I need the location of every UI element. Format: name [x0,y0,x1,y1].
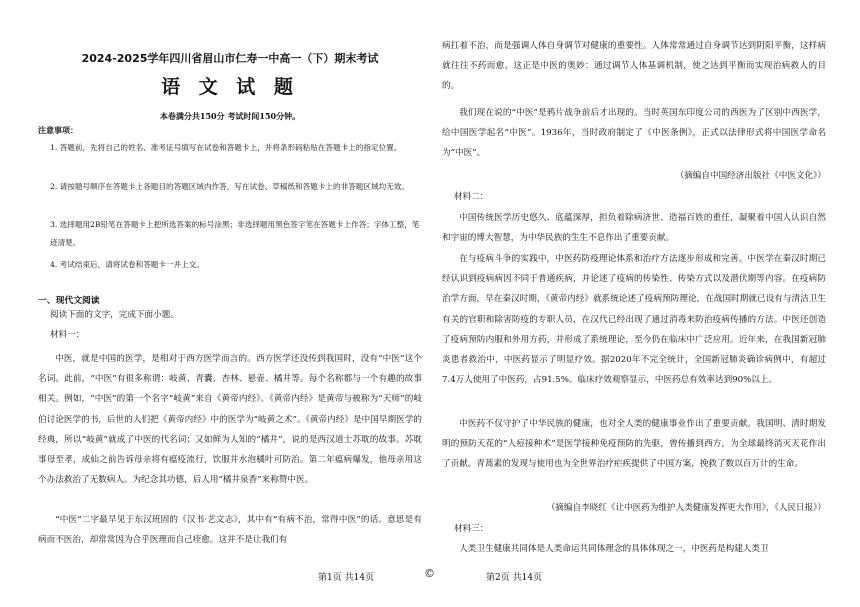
subject-title: 语 文 试 题 [161,76,299,98]
material-label: 材料二： [454,192,489,202]
reading-instruction: 阅读下面的文字，完成下面小题。 [50,310,179,320]
material1-paragraph: 我们现在说的“中医”是鸦片战争前后才出现的。当时英国东印度公司的西医为了区别中西医学，给中国医学起名“中医”。1936年，当时政府制定了《中医条例》，正式以法律形式将中国医学命名为“中医”。 [442,108,826,159]
material-label: 材料三： [454,524,489,534]
source-citation: （摘编自李晓红《让中医药为维护人类健康发挥更大作用》，《人民日报》） [546,503,826,513]
material3-paragraph: 人类卫生健康共同体是人类命运共同体理念的具体体现之一，中医药是构建人类卫 [459,544,769,554]
notes-title: 注意事项： [38,125,78,135]
material2-paragraph: 中医药不仅守护了中华民族的健康，也对全人类的健康事业作出了重要贡献。我国明、清时期发明的预防天花的“人痘接种术”是医学接种免疫预防的先驱，曾传播到西方，为全球最终消灭天花作出了贡献。青蒿素的发现与使用也为全世界治疗疟疾提供了中国方案，挽救了数以百万计的生命。 [442,419,826,470]
section-title: 一、现代文阅读 [38,296,100,306]
note-item: 4. 考试结束后，请将试卷和答题卡一并上交。 [50,260,204,269]
material-label: 材料一： [50,330,85,340]
material1-paragraph: 中医，就是中国的医学，是相对于西方医学而言的。西方医学还没传到我国时，没有“中医”这个名词。此前，“中医”有很多称谓：岐黄、青囊、杏林、悬壶、橘井等。每个名称都与一个有趣的故事相关。例如，“中医”的第一个名字“岐黄”来自《黄帝内经》。《黄帝内经》是黄帝与被称为“天师”的岐伯讨论医学的书，后世的人们把《黄帝内经》中的医学为“岐黄之术”。《黄帝内经》是中国早期医学的经典，所以“岐黄”就成了中医的代名词；又如鲜为人知的“橘井”，说的是西汉道士苏耽的故事。苏耽事母至孝，成仙之前告诉母亲将有瘟疫流行，饮服井水泡橘叶可防治。第二年瘟病爆发，他母亲用这个办法救治了无数病人。为纪念其功德，后人用“橘井泉香”来称赞中医。 [38,354,422,486]
material2-paragraph: 在与疫病斗争的实践中，中医药防疫理论体系和治疗方法逐步形成和完善。中医学在秦汉时期已经认识到疫病病因不同于普通疾病，并论述了疫病的传染性、传染方式以及潜伏期等内容。在疫病防治学方面，早在秦汉时期，《黄帝内经》就系统论述了疫病预防理论，在战国时期就已设有与清洁卫生有关的官职和除害防疫的专职人员，在汉代已经出现了通过消毒来防治疫病传播的方法。中医还创造了疫病预防内服和外用方药，并形成了系统理论，至今仍在临床中广泛应用。近年来，在我国新冠肺炎患者救治中，中医药显示了明显疗效。据2020年不完全统计，全国新冠肺炎确诊病例中，有超过7.4万人使用了中医药，占91.5%。临床疗效观察显示，中医药总有效率达到90%以上。 [442,254,826,386]
material2-paragraph: 中国传统医学历史悠久、底蕴深厚，担负着除病济世、造福百姓的重任，凝聚着中国人认识自然和宇宙的博大智慧，为中华民族的生生不息作出了重要贡献。 [442,213,826,244]
exam-info: 本卷满分共150分 考试时间150分钟。 [159,111,301,121]
material1-paragraph: “中医”二字最早见于东汉班固的《汉书·艺文志》，其中有“有病不治，常得中医”的话。意思是有病而不医治，却常常因为合乎医理而自己痊愈。这并不是让我们有 [38,515,422,546]
note-item: 2. 请按题号顺序在答题卡上各题目的答题区域内作答，写在试卷、草稿纸和答题卡上的非答题区域均无效。 [50,182,409,191]
page-number-left: 第1页 共14页 [318,573,375,583]
note-item: 1. 答题前，先将自己的姓名、准考证号填写在试卷和答题卡上，并将条形码粘贴在答题卡上的指定位置。 [50,143,402,152]
page-number-right: 第2页 共14页 [486,573,543,583]
note-item: 3. 选择题用2B铅笔在答题卡上把所选答案的标号涂黑；非选择题用黑色签字笔在答题卡上作答；字体工整，笔迹清楚。 [50,220,420,247]
source-citation: （摘编自中国经济出版社《中医文化》） [675,171,826,181]
copyright-symbol: © [424,567,435,580]
exam-title: 2024-2025学年四川省眉山市仁寿一中高一（下）期末考试 [81,52,379,65]
material1-paragraph: 病扛着不治，而是强调人体自身调节对健康的重要性。人体常常通过自身调节达到阴阳平衡，这样病就往往不药而愈。这正是中医的奥妙：通过调节人体基调机制，使之达到平衡而实现治病救人的目的。 [442,41,826,92]
